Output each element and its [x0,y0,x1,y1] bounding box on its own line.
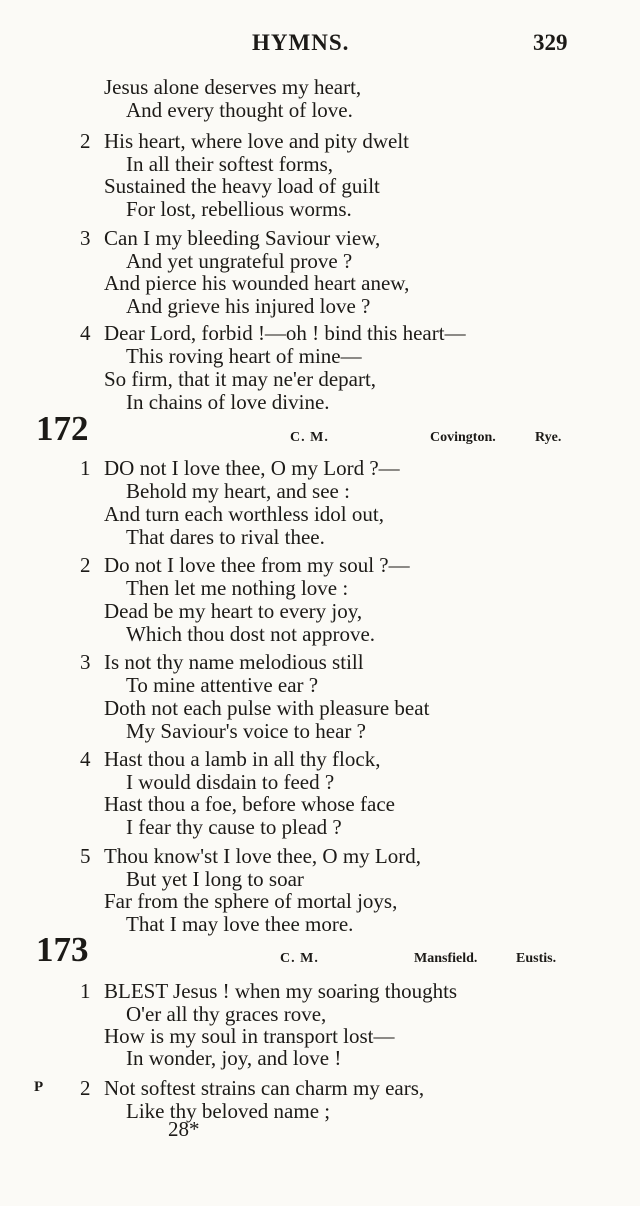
verse-line: To mine attentive ear ? [126,673,319,697]
verse-line: Can I my bleeding Saviour view, [104,226,381,250]
verse-line: Dear Lord, forbid !—oh ! bind this heart— [104,321,466,345]
verse-line: Dead be my heart to every joy, [104,599,363,623]
verse-number: 2 [80,1076,91,1100]
running-header: HYMNS. [252,30,350,55]
verse-line: And grieve his injured love ? [126,294,371,318]
verse-line: Which thou dost not approve. [126,622,376,646]
tune-name: Covington. [430,430,496,445]
verse-line: Jesus alone deserves my heart, [104,75,362,99]
verse-number: 1 [80,979,91,1003]
verse-line: In wonder, joy, and love ! [126,1046,342,1070]
page-number: 329 [533,30,568,55]
verse-line: My Saviour's voice to hear ? [126,719,366,743]
verse-line: For lost, rebellious worms. [126,197,352,221]
verse-line: Then let me nothing love : [126,576,349,600]
verse-line: That I may love thee more. [126,912,354,936]
verse-line: That dares to rival thee. [126,525,325,549]
verse-line: O'er all thy graces rove, [126,1002,327,1026]
verse-line: His heart, where love and pity dwelt [104,129,409,153]
verse-line: In chains of love divine. [126,390,330,414]
composer-name: Rye. [535,430,562,445]
verse-line: Sustained the heavy load of guilt [104,174,380,198]
verse-line: Hast thou a foe, before whose face [104,792,395,816]
verse-number: 3 [80,226,91,250]
verse-line: Thou know'st I love thee, O my Lord, [104,844,421,868]
verse-line: Behold my heart, and see : [126,479,350,503]
verse-line: DO not I love thee, O my Lord ?— [104,456,400,480]
verse-line: And every thought of love. [126,98,353,122]
verse-line: Like thy beloved name ; [126,1099,331,1123]
verse-number: 1 [80,456,91,480]
verse-number: 2 [80,553,91,577]
verse-line: This roving heart of mine— [126,344,362,368]
verse-line: In all their softest forms, [126,152,334,176]
tune-name: Mansfield. [414,951,478,966]
hymn-number: 172 [36,409,89,448]
verse-line: And pierce his wounded heart anew, [104,271,410,295]
signature-mark: 28* [168,1117,200,1141]
verse-line: Far from the sphere of mortal joys, [104,889,398,913]
verse-line: Not softest strains can charm my ears, [104,1076,425,1100]
hymn-number: 173 [36,930,89,969]
verse-line: I fear thy cause to plead ? [126,815,342,839]
verse-number: 4 [80,321,91,345]
verse-number: 4 [80,747,91,771]
verse-line: And yet ungrateful prove ? [126,249,353,273]
verse-line: So firm, that it may ne'er depart, [104,367,377,391]
verse-line: Hast thou a lamb in all thy flock, [104,747,381,771]
meter-label: C. M. [280,951,319,966]
verse-line: BLEST Jesus ! when my soaring thoughts [104,979,458,1003]
verse-number: 3 [80,650,91,674]
verse-line: Is not thy name melodious still [104,650,364,674]
dynamic-marking: P [34,1079,44,1095]
verse-line: Do not I love thee from my soul ?— [104,553,410,577]
verse-number: 5 [80,844,91,868]
verse-number: 2 [80,129,91,153]
verse-line: And turn each worthless idol out, [104,502,384,526]
verse-line: Doth not each pulse with pleasure beat [104,696,430,720]
verse-line: But yet I long to soar [126,867,304,891]
verse-line: I would disdain to feed ? [126,770,335,794]
meter-label: C. M. [290,430,329,445]
verse-line: How is my soul in transport lost— [104,1024,395,1048]
composer-name: Eustis. [516,951,557,966]
